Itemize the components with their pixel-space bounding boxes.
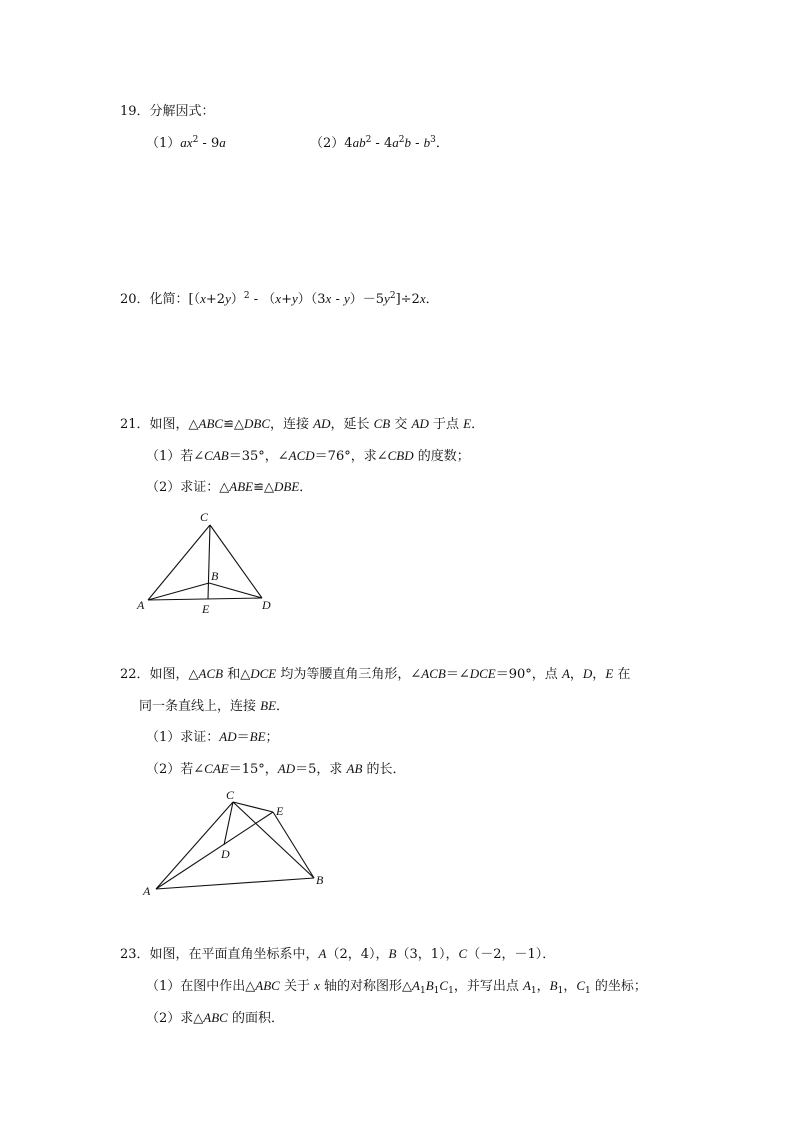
q19-part2: $(2)4ab^2 - 4a^2b - b^3$． [310, 135, 449, 151]
q22-seg-cd [224, 802, 233, 845]
q19-title: 19．分解因式： [120, 104, 215, 119]
q21-label-b: B [211, 569, 219, 583]
q22-label-b: B [316, 873, 324, 887]
q21-label-d: D [262, 598, 271, 612]
q19-part1: $(1)ax^2 - 9a$ [146, 135, 226, 151]
q23-part2: （2）求△ABC 的面积． [146, 1010, 284, 1026]
q23-statement: 23．如图，在平面直角坐标系中，A（2，4），B（3，1），C（－2，－1）． [120, 946, 556, 962]
q22-label-e: E [276, 804, 284, 818]
q23-part1: （1）在图中作出△ABC 关于 x 轴的对称图形$\triangle A_1B_1C_1$，并写出点 $A_1$，$B_1$，$C_1$ 的坐标； [146, 978, 647, 996]
q21-part2: （2）求证：△ABE≌△DBE． [146, 479, 313, 495]
q21-label-a: A [137, 598, 145, 612]
q22-statement-line2: 同一条直线上，连接 BE． [139, 698, 290, 714]
q21-part1: （1）若∠CAB＝35°，∠ACD＝76°，求∠CBD 的度数； [146, 448, 470, 464]
q22-part1: （1）求证：AD＝BE； [146, 729, 279, 745]
q22-part2: （2）若∠CAE＝15°，AD＝5，求 AB 的长． [146, 761, 406, 777]
q22-statement-line1: 22．如图，△ACB 和△DCE 均为等腰直角三角形，∠ACB＝∠DCE＝90°，点 A，D，E 在 [120, 666, 631, 682]
q21-label-c: C [200, 510, 209, 524]
q21-label-e: E [202, 602, 210, 616]
q22-label-d: D [221, 847, 230, 861]
q21-statement: 21．如图，△ABC≌△DBC，连接 AD，延长 CB 交 AD 于点 E． [120, 416, 485, 432]
q22-seg-ab [156, 878, 314, 889]
q22-label-c: C [226, 788, 235, 802]
q20-expression: 20．化简：$[(x+2y)^2 - (x+y)(3x - y)-5y^2]\div 2x$． [120, 291, 439, 307]
q22-label-a: A [143, 884, 151, 898]
